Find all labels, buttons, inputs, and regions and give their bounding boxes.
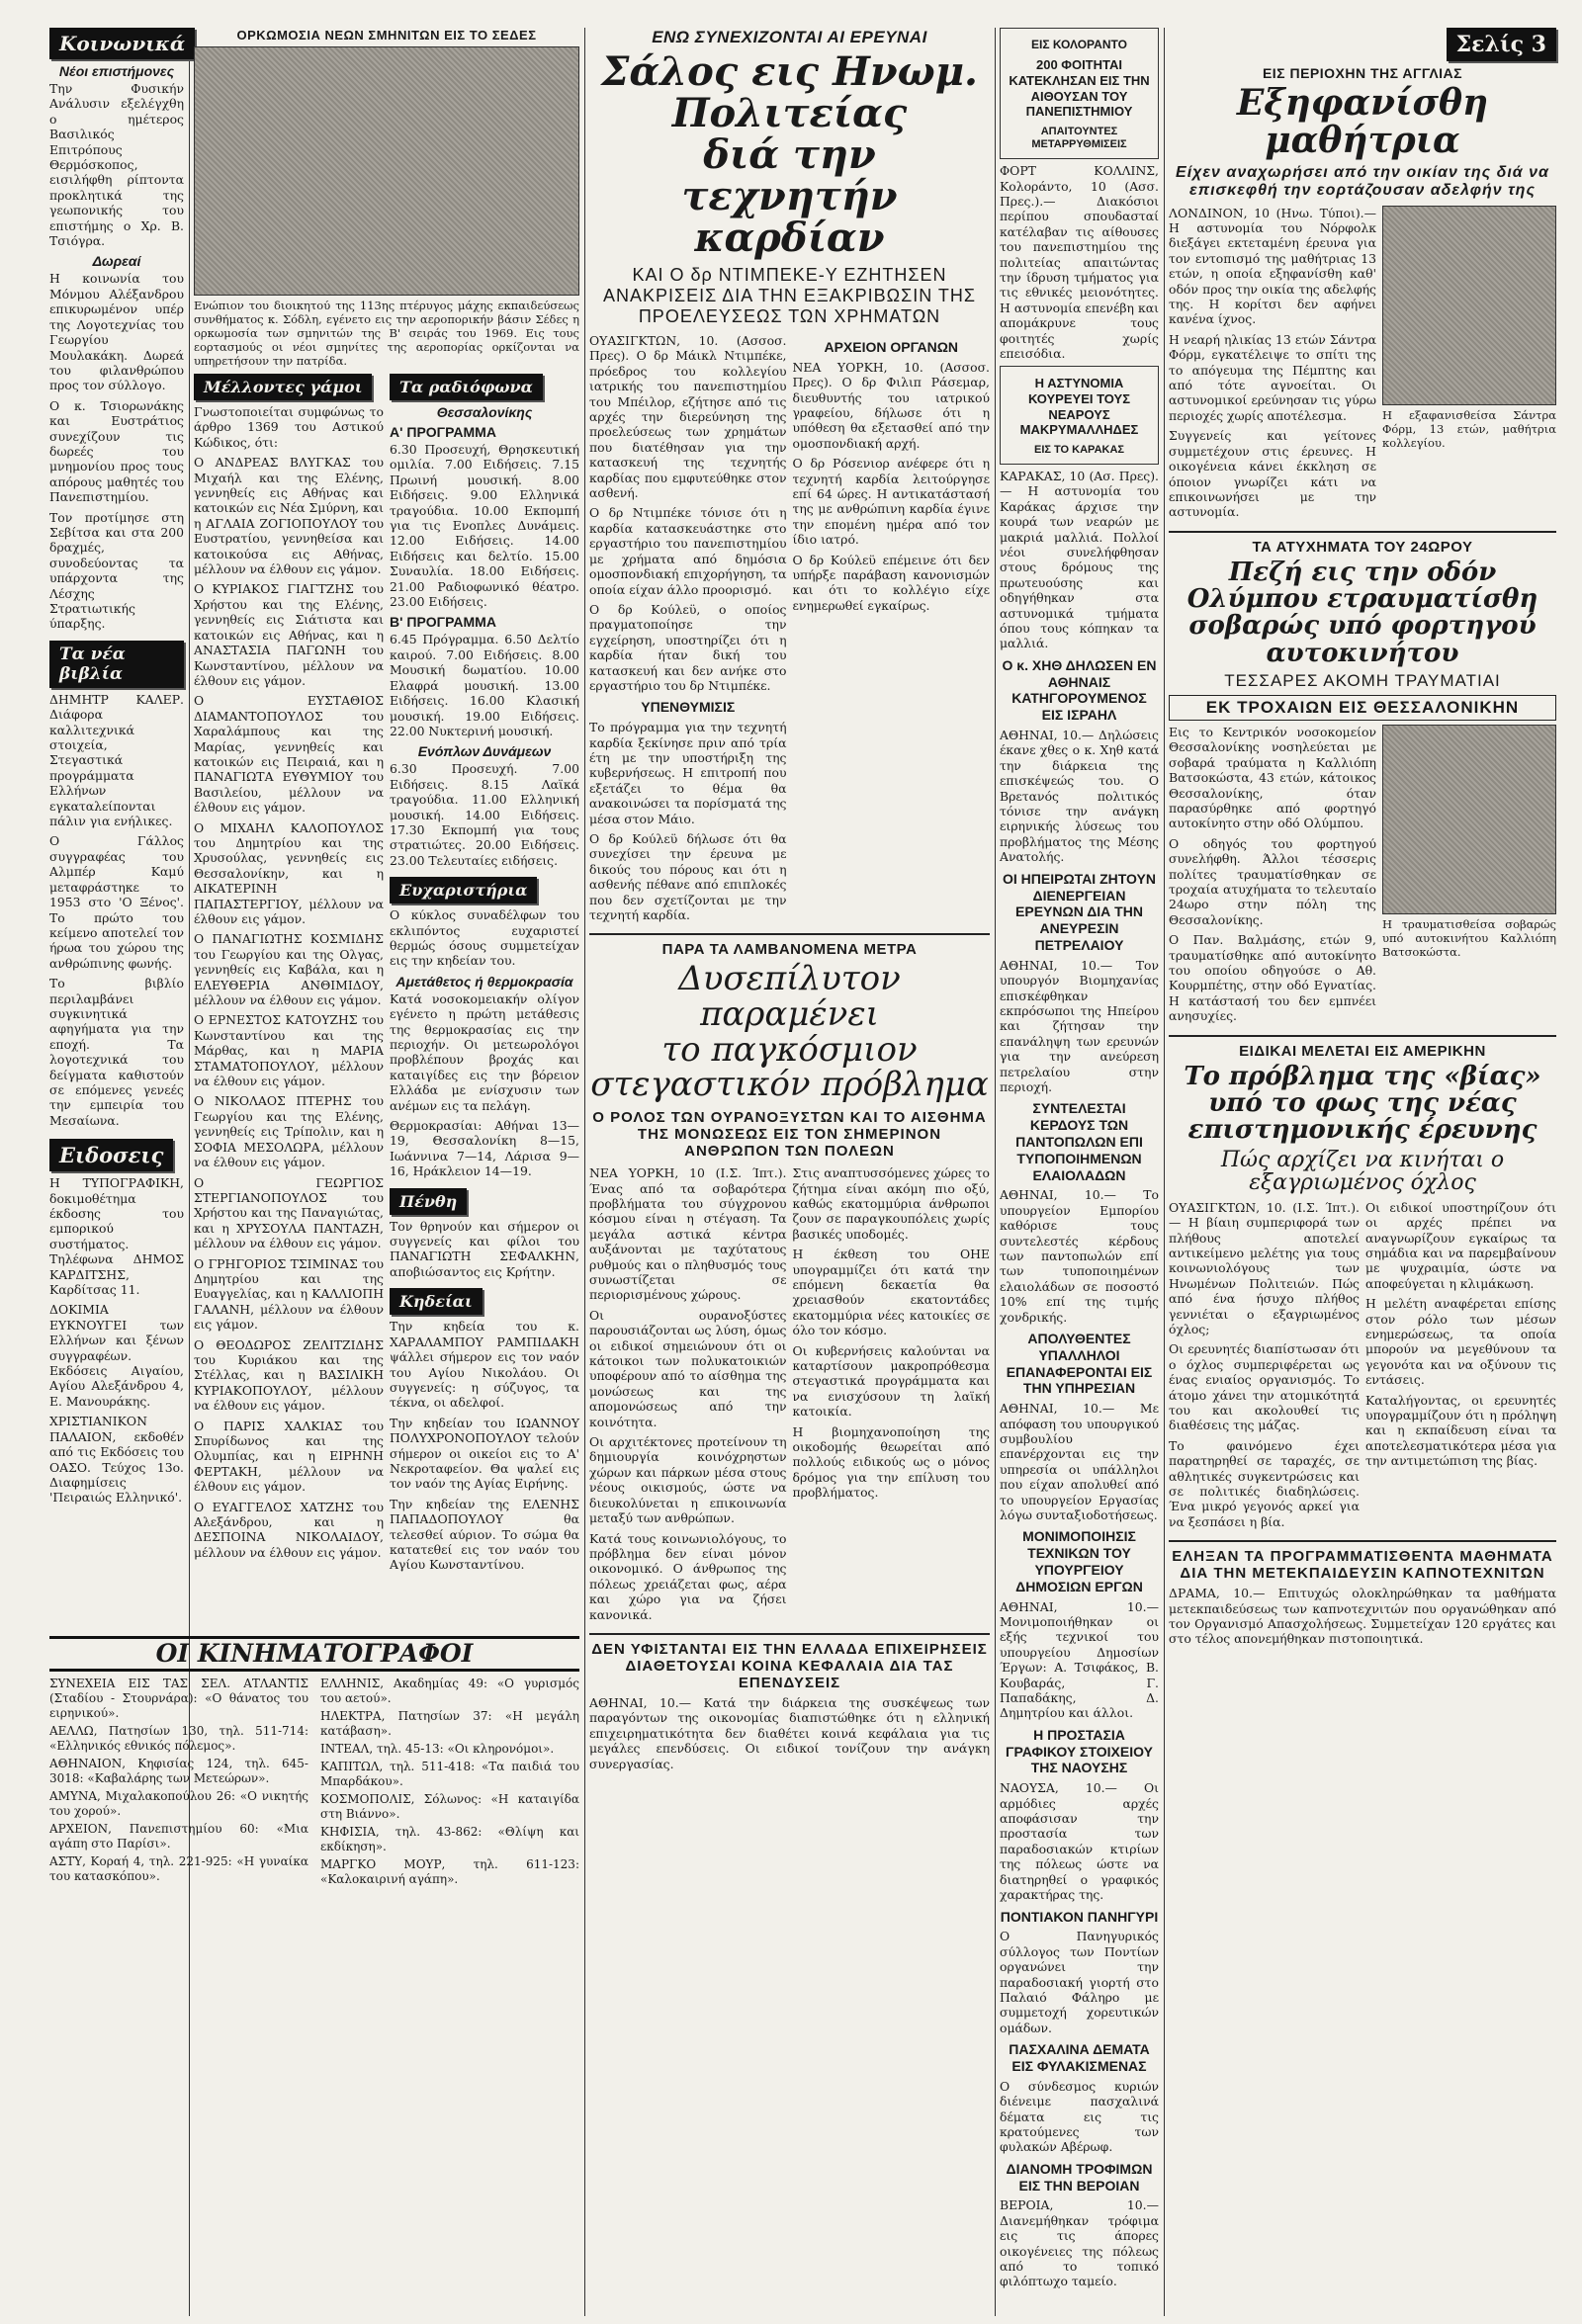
housing-title-2: το παγκόσμιον — [661, 1029, 918, 1070]
anglia-photo-block — [1382, 206, 1556, 525]
anglia-body-left — [1169, 206, 1376, 525]
euxaristiria-heading: Ευχαριστήρια — [390, 877, 537, 904]
gamos-text: Ο ΕΡΝΕΣΤΟΣ ΚΑΤΟΥΖΗΣ του Κωνσταντίνου και της Μάρθας, και η ΜΑΡΙΑ ΣΤΑΜΑΤΟΠΟΥΛΟΥ, μέλλουν να έλθουν εις γάμον. — [194, 1012, 384, 1089]
ceremony-photo — [194, 46, 579, 296]
column-5 — [1169, 28, 1556, 1652]
pontiakon-text: Ο Πανηγυρικός σύλλογος των Ποντίων οργανώνει την παραδοσιακή γιορτή στο Παλαιό Φάληρο με συμμετοχή χορευτικών ομάδων. — [1000, 1929, 1159, 2035]
dorea-text: Τον προτίμησε στη Σεβίτσα και στα 200 δραχμές, συνοδεύοντας τα υπάρχοντα της Λέσχης Στρατιωτικής ύπαρξης. — [49, 509, 184, 632]
ypenthimisi-heading: ΥΠΕΝΘΥΜΙΣΙΣ — [641, 699, 736, 716]
column-rule — [584, 28, 585, 2316]
violence-paragraph: Οι ερευνητές διαπίστωσαν ότι ο όχλος συμπεριφέρεται ως ένας ενιαίος οργανισμός. Το άτομο χάνει την ατομικότητά του και ακολουθεί τις διαθέσεις της μάζας. — [1169, 1341, 1360, 1433]
eidoseis-text: Η ΤΥΠΟΓΡΑΦΙΚΗ, δοκιμοθέτημα έκδοσης του εμπορικού συστήματος. Τηλέφωνα ΔΗΜΟΣ ΚΑΡΔΙΤΣΗΣ, Καρδίτσας 11. — [49, 1175, 184, 1298]
radio-program-heading: Α' ΠΡΟΓΡΑΜΜΑ — [390, 424, 496, 440]
housing-body — [589, 1165, 990, 1627]
cinema-row: ΕΛΛΗΝΙΣ, Ακαδημίας 49: «Ο γυρισμός του αετού». — [320, 1677, 579, 1706]
kinimatografoi-heading: ΟΙ ΚΙΝΗΜΑΤΟΓΡΑΦΟΙ — [49, 1636, 579, 1672]
page-number-row — [1169, 28, 1556, 61]
housing-kicker: ΠΑΡΑ ΤΑ ΛΑΜΒΑΝΟΜΕΝΑ ΜΕΤΡΑ — [661, 941, 918, 959]
radio-sub-thessaloniki: Θεσσαλονίκης — [436, 404, 533, 420]
naousa-title: Η ΠΡΟΣΤΑΣΙΑ ΓΡΑΦΙΚΟΥ ΣΤΟΙΧΕΙΟΥ ΤΗΣ ΝΑΟΥΣΗΣ — [1006, 1726, 1153, 1776]
dianomi-title: ΔΙΑΝΟΜΗ ΤΡΟΦΙΜΩΝ ΕΙΣ ΤΗΝ ΒΕΡΟΙΑΝ — [1006, 2160, 1153, 2194]
housing-paragraph: ΝΕΑ ΥΟΡΚΗ, 10 (Ι.Σ. Ίπτ.). Ένας από τα σοβαρότερα προβλήματα του σύγχρονου κόσμου είναι η στέγαση. Τα μεγάλα αστικά κέντρα αυξάνονται με ταχύτατους ρυθμούς και ο πληθυσμός τους συνωστίζεται σε περιορισμένους χώρους. — [589, 1165, 787, 1303]
heart-paragraph: ΟΥΑΣΙΓΚΤΩΝ, 10. (Ασσοσ. Πρες). Ο δρ Μάικλ Ντιμπέκε, πρόεδρος του κολλεγίου ιατρικής του πανεπιστημίου του Μπέιλορ, εζήτησε από τις αρχές την διερεύνηση της προελεύσεως των χρημάτων που διατέθησαν για την κατασκευή της τεχνητής καρδίας που εμφυτεύθηκε στον ασθενή. — [589, 333, 787, 501]
cinema-row: ΣΥΝΕΧΕΙΑ ΕΙΣ ΤΑΣ ΣΕΛ. ΑΤΛΑΝΤΙΣ (Σταδίου - Στουρνάρα): «Ο θάνατος του ειρηνικού». — [49, 1677, 308, 1721]
violence-paragraph: Καταλήγοντας, οι ερευνητές υπογραμμίζουν ότι η πρόληψη και η εκπαίδευση είναι τα αποτελεσματικότερα μέσα για την αντιμετώπιση της βίας. — [1365, 1392, 1556, 1469]
accidents-body — [1169, 725, 1556, 1029]
astynomia-sub: ΕΙΣ ΤΟ ΚΑΡΑΚΑΣ — [1033, 443, 1125, 456]
heart-title-2: διά την τεχνητήν καρδίαν — [681, 131, 898, 261]
apolyth-title: ΑΠΟΛΥΘΕΝΤΕΣ ΥΠΑΛΛΗΛΟΙ ΕΠΑΝΑΦΕΡΟΝΤΑΙ ΕΙΣ ΤΗΝ ΥΠΗΡΕΣΙΑΝ — [1006, 1330, 1153, 1397]
dorea-heading: Δωρεαί — [92, 253, 141, 270]
neoi-epistimones-heading: Νέοι επιστήμονες — [58, 63, 175, 79]
kideies-text: Την κηδεία του κ. ΧΑΡΑΛΑΜΠΟΥ ΡΑΜΠΙΔΑΚΗ ψάλλει σήμερον εις τον ναόν του Αγίου Νικολάου. Οι συγγενείς: η σύζυγος, τα τέκνα, οι αδελφοί. — [390, 1319, 579, 1411]
ta-nea-vivlia-heading: Τα νέα βιβλία — [49, 641, 184, 688]
naousa-text: ΝΑΟΥΣΑ, 10.— Οι αρμόδιες αρχές αποφάσισαν την προστασία των παραδοσιακών κτιρίων της πόλεως ώστε να διατηρηθεί ο γραφικός χαρακτήρας της. — [1000, 1780, 1159, 1903]
photo-title: ΟΡΚΩΜΟΣΙΑ ΝΕΩΝ ΣΜΗΝΙΤΩΝ ΕΙΣ ΤΟ ΣΕΔΕΣ — [236, 28, 537, 43]
violence-paragraph: Το φαινόμενο έχει παρατηρηθεί σε ταραχές, σε αθλητικές συγκεντρώσεις και σε πολιτικές διαδηλώσεις. Ένα μικρό γεγονός αρκεί για να ξεσπάσει η βία. — [1169, 1437, 1360, 1529]
anglia-body — [1169, 206, 1556, 525]
kolorado-box — [1000, 28, 1159, 159]
cinema-section — [49, 1636, 579, 1889]
housing-paragraph: Κατά τους κοινωνιολόγους, το πρόβλημα δεν είναι μόνον οικονομικό. Ο άνθρωπος της πόλεως χρειάζεται φως, αέρα και χώρο για να ζήσει κανονικά. — [589, 1530, 787, 1622]
koinonika-heading: Κοινωνικά — [49, 28, 195, 59]
kideies-heading: Κηδείαι — [390, 1288, 483, 1315]
cinema-row: ΗΛΕΚΤΡΑ, Πατησίων 37: «Η μεγάλη κατάβαση». — [320, 1709, 579, 1739]
syntaxeis-title: ΣΥΝΤΕΛΕΣΤΑΙ ΚΕΡΔΟΥΣ ΤΩΝ ΠΑΝΤΟΠΩΛΩΝ ΕΠΙ ΤΥΠΟΠΟΙΗΜΕΝΩΝ ΕΛΑΙΟΛΑΔΩΝ — [1015, 1100, 1143, 1183]
vivlia-text: ΔΗΜΗΤΡ ΚΑΛΕΡ. Διάφορα καλλιτεχνικά στοιχεία, Στεγαστικά προγράμματα Ελλήνων εγκαταλείπονται πάλιν για ενήλικες. — [49, 691, 184, 829]
investments-text: ΑΘΗΝΑΙ, 10.— Κατά την διάρκεια της συσκέψεως των παραγόντων της οικονομίας διαπιστώθηκε ότι η ελληνική επιχειρηματικότητα δεν διαθέτει κοινά κεφάλαια για τις μεγάλες επενδύσεις. Οι ειδικοί τονίζουν την ανάγκη συνεργασίας. — [589, 1694, 990, 1771]
pascha-text: Ο σύνδεσμος κυριών διένειμε πασχαλινά δέματα εις τις κρατούμενες των φυλακών Αβέρωφ. — [1000, 2078, 1159, 2155]
ipeiros-text: ΑΘΗΝΑΙ, 10.— Τον υπουργόν Βιομηχανίας επισκέφθηκαν εκπρόσωποι της Ηπείρου και ζήτησαν την επανάληψη των ερευνών για την ανεύρεση πετρελαίου στην περιοχή. — [1000, 957, 1159, 1094]
housing-paragraph: Η βιομηχανοποίηση της οικοδομής θεωρείται από πολλούς ειδικούς ως ο μόνος δρόμος για την επίλυση του προβλήματος. — [792, 1423, 990, 1501]
astynomia-box — [1000, 366, 1159, 465]
kolorado-sub: ΑΠΑΙΤΟΥΝΤΕΣ ΜΕΤΑΡΡΥΘΜΙΣΕΙΣ — [1031, 125, 1127, 150]
cinema-row: ΜΑΡΓΚΟ ΜΟΥΡ, τηλ. 611-123: «Καλοκαιρινή αγάπη». — [320, 1857, 579, 1887]
cinema-row: ΑΜΥΝΑ, Μιχαλακοπούλου 26: «Ο νικητής του χορού». — [49, 1789, 308, 1819]
housing-title-1: Δυσεπίλυτον παραμένει — [678, 959, 901, 1035]
heart-paragraph: Ο δρ Ντιμπέκε τόνισε ότι η καρδία κατασκευάστηκε στο εργαστήριο του πανεπιστημίου με χρήματα από δημόσια ομοσπονδιακή επιχορήγηση, τα οποία είχαν άλλο προορισμό. — [589, 505, 787, 597]
pascha-title: ΠΑΣΧΑΛΙΝΑ ΔΕΜΑΤΑ ΕΙΣ ΦΥΛΑΚΙΣΜΕΝΑΣ — [1009, 2041, 1150, 2074]
heart-body-left — [589, 333, 787, 927]
gamos-text: Ο ΕΥΣΤΑΘΙΟΣ ΔΙΑΜΑΝΤΟΠΟΥΛΟΣ του Χαραλάμπους και της Μαρίας, γεννηθείς και κατοικών εις Πειραιά, και η ΠΑΝΑΓΙΩΤΑ ΕΥΘΥΜΙΟΥ του Βασιλείου, μέλλουν να έλθουν εις γάμον. — [194, 693, 384, 816]
anglia-paragraph: ΛΟΝΔΙΝΟΝ, 10 (Ηνω. Τύποι).— Η αστυνομία του Νόρφολκ διεξάγει εκτεταμένη έρευνα για τον εντοπισμό της μαθήτριας 13 ετών, η οποία εξηφανίσθη καθ' οδόν προς την οικία της αδελφής της. Η κορίτσι δεν αφήνει κανένα ίχνος. — [1169, 205, 1376, 327]
gamos-text: Ο ΓΡΗΓΟΡΙΟΣ ΤΣΙΜΙΝΑΣ του Δημητρίου και της Ευαγγελίας, και η ΚΑΛΛΙΟΠΗ ΓΑΛΑΝΗ, μέλλουν να έλθουν εις γάμον. — [194, 1255, 384, 1333]
investments-title: ΔΕΝ ΥΦΙΣΤΑΝΤΑΙ ΕΙΣ ΤΗΝ ΕΛΛΑΔΑ ΕΠΙΧΕΙΡΗΣΕΙΣ ΔΙΑΘΕΤΟΥΣΑΙ ΚΟΙΝΑ ΚΕΦΑΛΑΙΑ ΔΙΑ ΤΑΣ ΕΠΕΝΔΥΣΕΙΣ — [591, 1640, 988, 1691]
anglia-subtitle: Είχεν αναχωρήσει από την οικίαν της διά να επισκεφθή την εορτάζουσαν αδελφήν της — [1176, 163, 1549, 199]
radio-program-text: 6.30 Προσευχή, Θρησκευτική ομιλία. 7.00 Ειδήσεις. 7.15 Πρωινή μουσική. 8.00 Ειδήσεις. 9.00 Ελληνικά τραγούδια. 10.00 Εκπομπή για τις Ενοπλες Δυνάμεις. 12.00 Ειδήσεις. 14.00 Ειδήσεις και δελτίο. 15.00 Συναυλία. 18.00 Ειδήσεις. 21.00 Ραδιοφωνικό θέατρο. 23.00 Ειδήσεις. — [390, 442, 579, 610]
accidents-paragraph: Εις το Κεντρικόν νοσοκομείον Θεσσαλονίκης νοσηλεύεται με σοβαρά τραύματα η Καλλιόπη Βατσοκώστα, 43 ετών, κάτοικος Θεσσαλονίκης, όταν παρασύρθηκε από φορτηγό αυτοκίνητο στην οδό Ολύμπου. — [1169, 724, 1376, 831]
girl-caption: Η εξαφανισθείσα Σάντρα Φόρμ, 13 ετών, μαθήτρια κολλεγίου. — [1382, 407, 1556, 450]
anglia-kicker: ΕΙΣ ΠΕΡΙΟΧΗΝ ΤΗΣ ΑΓΓΛΙΑΣ — [1262, 65, 1463, 81]
column-2-split — [194, 374, 579, 1578]
section-divider — [1169, 1540, 1556, 1542]
dilosi-title: Ο κ. ΧΗΘ ΔΗΛΩΣΕΝ ΕΝ ΑΘΗΝΑΙΣ ΚΑΤΗΓΟΡΟΥΜΕΝΟΣ ΕΙΣ ΙΣΡΑΗΛ — [1002, 656, 1157, 724]
accidents-photo-block — [1382, 725, 1556, 1029]
column-4 — [1000, 28, 1159, 2294]
anglia-paragraph: Συγγενείς και γείτονες συμμετέχουν στις έρευνες. Η οικογένεια κάνει έκκληση σε όποιον γνωρίζει κάτι να επικοινωνήσει με την αστυνομία. — [1169, 428, 1376, 520]
column-2b — [390, 374, 579, 1578]
gamos-text: Ο ΓΕΩΡΓΙΟΣ ΣΤΕΡΓΙΑΝΟΠΟΥΛΟΣ του Χρήστου και της Παναγιώτας, και η ΧΡΥΣΟΥΛΑ ΠΑΝΤΑΖΗ, μέλλουν να έλθουν εις γάμον. — [194, 1174, 384, 1251]
gamos-text: Γνωστοποιείται συμφώνως το άρθρο 1369 του Αστικού Κώδικος, ότι: — [194, 404, 384, 450]
column-2 — [194, 28, 579, 1578]
dilosi-text: ΑΘΗΝΑΙ, 10.— Δηλώσεις έκανε χθες ο κ. Χηθ κατά την διάρκεια της επισκέψεώς του. Ο Βρετανός πολιτικός τόνισε την ανάγκη ειρηνικής λύσεως του προβλήματος της Μέσης Ανατολής. — [1000, 728, 1159, 865]
temperatures-text: Θερμοκρασίαι: Αθήναι 13—19, Θεσσαλονίκη 8—15, Ιωάννινα 7—14, Λάρισα 9—16, Ηράκλειον 14—19. — [390, 1118, 579, 1179]
penthi-text: Τον θρηνούν και σήμερον οι συγγενείς και φίλοι του ΠΑΝΑΓΙΩΤΗ ΣΕΦΑΛΚΗΝ, αποβιώσαντος εις Κρήτην. — [390, 1218, 579, 1279]
housing-title-3: στεγαστικόν πρόβλημα — [590, 1065, 989, 1105]
heart-paragraph: Ο δρ Κούλεϋ, ο οποίος πραγματοποίησε την εγχείρηση, υποστηρίζει ότι η καρδία ήταν δική του κατασκευή και δεν ανήκε στο εργαστήριο του δρ Ντιμπέκε. — [589, 601, 787, 693]
heart-paragraph: Ο δρ Κούλεϋ επέμεινε ότι δεν υπήρξε παράβαση κανονισμών και ότι το κολλέγιο είχε ενημερωθεί εγκαίρως. — [792, 552, 990, 613]
heart-paragraph: Το πρόγραμμα για την τεχνητή καρδία ξεκίνησε πριν από τρία έτη με την υποστήριξη της κυβερνήσεως. Η επιτροπή που εξετάζει το θέμα θα ανακοινώσει τα πορίσματά της μέσα στον Μάιο. — [589, 720, 787, 826]
heart-title-1: Σάλος εις Ηνωμ. Πολιτείας — [601, 48, 978, 136]
violence-body-left — [1169, 1200, 1360, 1535]
accidents-body-left — [1169, 725, 1376, 1029]
radio-program-heading: Β' ΠΡΟΓΡΑΜΜΑ — [390, 614, 496, 631]
kapnos-title: ΕΛΗΞΑΝ ΤΑ ΠΡΟΓΡΑΜΜΑΤΙΣΘΕΝΤΑ ΜΑΘΗΜΑΤΑ ΔΙΑ ΤΗΝ ΜΕΤΕΚΠΑΙΔΕΥΣΙΝ ΚΑΠΝΟΤΕΧΝΙΤΩΝ — [1172, 1548, 1553, 1583]
heart-kicker: ΕΝΩ ΣΥΝΕΧΙΖΟΝΤΑΙ ΑΙ ΕΡΕΥΝΑΙ — [652, 28, 927, 46]
heart-paragraph: Ο δρ Κούλεϋ δήλωσε ότι θα συνεχίσει την έρευνα με δικούς του πόρους και ότι η ασθενής πέθανε από επιπλοκές που δεν σχετίζονται με την τεχνητή καρδία. — [589, 830, 787, 923]
monimopoiisi-text: ΑΘΗΝΑΙ, 10.— Μονιμοποιήθηκαν οι εξής τεχνικοί του υπουργείου Δημοσίων Έργων: Α. Τσιφάκος, Β. Κουβαράς, Γ. Παπαδάκης, Δ. Δημητρίου και άλλοι. — [1000, 1598, 1159, 1721]
column-rule — [1164, 28, 1165, 2316]
column-rule — [995, 28, 996, 2316]
housing-body-right — [793, 1165, 991, 1627]
cinema-row: ΑΘΗΝΑΙΟΝ, Κηφισίας 124, τηλ. 645-3018: «Καβαλάρης των Μετεώρων». — [49, 1757, 308, 1786]
housing-body-left — [589, 1165, 787, 1627]
radio-program-text: 6.30 Προσευχή. 7.00 Ειδήσεις. 8.15 Λαϊκά τραγούδια. 11.00 Ελληνική μουσική. 14.00 Ειδήσεις. 17.30 Εκπομπή για τους στρατιώτες. 20.00 Ειδήσεις. 23.00 Τελευταίες ειδήσεις. — [390, 761, 579, 868]
heart-paragraph: ΝΕΑ ΥΟΡΚΗ, 10. (Ασσοσ. Πρες). Ο δρ Φιλιπ Ράσεμαρ, διευθυντής του ιατρικού γραφείου, δήλωσε ότι η υπόθεση θα εξετασθεί από την ομοσπονδιακή αρχή. — [792, 359, 990, 451]
kideies-text: Την κηδείαν του ΙΩΑΝΝΟΥ ΠΟΛΥΧΡΟΝΟΠΟΥΛΟΥ τελούν σήμερον οι οικείοι εις το Α' Νεκροταφείον. Θα ψαλεί εις τον ναόν της Αγίας Ειρήνης. — [390, 1415, 579, 1492]
kapnos-text: ΔΡΑΜΑ, 10.— Επιτυχώς ολοκληρώθηκαν τα μαθήματα μετεκπαιδεύσεως των καπνοτεχνιτών που οργανώθηκαν από τον Οργανισμό Απασχολήσεως. Συμμετείχαν 120 εργάτες και στο τέλος απονεμήθηκαν πιστοποιητικά. — [1169, 1586, 1556, 1647]
heart-paragraph: Ο δρ Ρόσενιορ ανέφερε ότι η τεχνητή καρδία λειτούργησε επί 64 ώρες. Η αντικατάστασή της με ανθρώπινη καρδία έγινε την επομένη ημέρα από τον ίδιο ιατρό. — [792, 456, 990, 548]
cinema-row: ΑΡΧΕΙΟΝ, Πανεπιστημίου 60: «Μια αγάπη στο Παρίσι». — [49, 1822, 308, 1851]
radio-sub-enoplon: Ενόπλων Δυνάμεων — [417, 743, 552, 760]
accidents-paragraph: Ο οδηγός του φορτηγού συνελήφθη. Άλλοι τέσσερις πολίτες τραυματίσθηκαν σε τροχαία ατυχήματα το τελευταίο 24ωρο στην πόλη της Θεσσαλονίκης. — [1169, 835, 1376, 927]
ta-radiofona-heading: Τα ραδιόφωνα — [390, 374, 543, 400]
cinema-row: ΚΟΣΜΟΠΟΛΙΣ, Σόλωνος: «Η καταιγίδα στη Βιάννο». — [320, 1792, 579, 1822]
gamos-text: Ο ΘΕΟΔΩΡΟΣ ΖΕΛΙΤΖΙΔΗΣ του Κυριάκου και της Στέλλας, και η ΒΑΣΙΛΙΚΗ ΚΥΡΙΑΚΟΠΟΥΛΟΥ, μέλλουν να έλθουν εις γάμον. — [194, 1336, 384, 1414]
astynomia-title: Η ΑΣΤΥΝΟΜΙΑ ΚΟΥΡΕΥΕΙ ΤΟΥΣ ΝΕΑΡΟΥΣ ΜΑΚΡΥΜΑΛΛΗΔΕΣ — [1019, 376, 1139, 438]
gamos-text: Ο ΚΥΡΙΑΚΟΣ ΓΙΑΓΤΖΗΣ του Χρήστου και της Ελένης, γεννηθείς εις Σιάτιστα και κατοικών εις Αθήνας, και η ΑΝΑΣΤΑΣΙΑ ΠΑΓΩΝΗ του Κωνσταντίνου, μέλλουν να έλθουν εις γάμον. — [194, 581, 384, 688]
ceremony-caption: Ενώπιον του διοικητού της 113ης πτέρυγος μάχης εκπαιδεύσεως συνθήματος κ. Σόδλη, εγένετο εις την αεροπορικήν βάσιν Σέδες η ορκωμοσία των σμηνιτών της Β' σειράς του 1969. Εις τους εορτασμούς οι νέοι σμηνίτες της αεροπορίας ορκίζονται να υπηρετήσουν την πατρίδα. — [194, 299, 579, 368]
vivlia-text: Ο Γάλλος συγγραφέας του Αλμπέρ Καμύ μεταφράστηκε το 1953 στο 'Ο Ξένος'. Το πρώτο του κείμενο αποτελεί τον ήρωα του χώρου της ανθρώπινης φωνής. — [49, 833, 184, 971]
heart-body — [589, 333, 990, 927]
kolorado-kicker: ΕΙΣ ΚΟΛΟΡΑΝΤΟ — [1031, 38, 1127, 51]
violence-paragraph: ΟΥΑΣΙΓΚΤΩΝ, 10. (Ι.Σ. Ίπτ.).— Η βίαιη συμπεριφορά των πλήθους αποτελεί αντικείμενο μελέτης για τους κοινωνιολόγους των Ηνωμένων Πολιτειών. Πώς από ένα ήσυχο πλήθος γεννιέται ο εξαγριωμένος όχλος; — [1169, 1199, 1360, 1336]
pontiakon-title: ΠΟΝΤΙΑΚΟΝ ΠΑΝΗΓΥΡΙ — [1000, 1908, 1159, 1925]
violence-sub: Πώς αρχίζει να κινήται ο εξαγριωμένος όχλος — [1220, 1147, 1505, 1195]
thermokrasia-heading: Αμετάθετος ή θερμοκρασία — [396, 973, 573, 990]
anglia-paragraph: Η νεαρή ηλικίας 13 ετών Σάντρα Φόρμ, εγκατέλειψε το σπίτι της το απόγευμα της Πέμπτης και από τότε αγνοείται. Οι αστυνομικοί ερεύνησαν τις γύρω περιοχές χωρίς αποτέλεσμα. — [1169, 331, 1376, 423]
violence-paragraph: Η μελέτη αναφέρεται επίσης στον ρόλο των μέσων ενημερώσεως, τα οποία μπορούν να μεγεθύνουν τα γεγονότα και να οξύνουν τις εντάσεις. — [1365, 1296, 1556, 1388]
cinema-row: ΚΗΦΙΣΙΑ, τηλ. 43-862: «Θλίψη και εκδίκηση». — [320, 1825, 579, 1854]
heart-body-right — [793, 333, 991, 927]
anglia-title: Εξηφανίσθη μαθήτρια — [1236, 82, 1489, 161]
section-divider — [1169, 531, 1556, 533]
syntaxeis-text: ΑΘΗΝΑΙ, 10.— Το υπουργείον Εμπορίου καθόρισε τους συντελεστές κέρδους των παντοπωλών επί των τυποποιημένων ελαιολάδων σε ποσοστό 10% επί της τιμής χονδρικής. — [1000, 1187, 1159, 1325]
euxaristiria-text: Ο κύκλος συναδέλφων του εκλιπόντος ευχαριστεί θερμώς όσους συμμετείχαν εις την κηδείαν του. — [390, 907, 579, 969]
arxeion-heading: ΑΡΧΕΙΟΝ ΟΡΓΑΝΩΝ — [824, 339, 959, 355]
accidents-sub-2: ΕΚ ΤΡΟΧΑΙΩΝ ΕΙΣ ΘΕΣΣΑΛΟΝΙΚΗΝ — [1169, 695, 1556, 721]
accidents-paragraph: Ο Παν. Βαλμάσης, ετών 9, τραυματίσθηκε από αυτοκίνητο του οποίου οδηγούσε ο Αθ. Κουρμπέτης, στην οδό Εγνατίας. Η κατάστασή του δεν εμπνέει ανησυχίες. — [1169, 932, 1376, 1024]
accidents-title: Πεζή εις την οδόν Ολύμπου ετραυματίσθη σοβαρώς υπό φορτηγού αυτοκινήτου — [1186, 557, 1538, 668]
gamos-text: Ο ΜΙΧΑΗΛ ΚΑΛΟΠΟΥΛΟΣ του Δημητρίου και της Χρυσούλας, γεννηθείς εις Θεσσαλονίκην, και η ΑΙΚΑΤΕΡΙΝΗ ΠΑΠΑΣΤΕΡΓΙΟΥ, μέλλουν να έλθουν εις γάμον. — [194, 819, 384, 926]
victim-photo — [1382, 725, 1556, 914]
section-divider — [589, 933, 990, 935]
gamos-text: Ο ΝΙΚΟΛΑΟΣ ΠΤΕΡΗΣ του Γεωργίου και της Ελένης, γεννηθείς εις Τρίπολιν, και η ΣΟΦΙΑ ΜΕΣΟΛΩΡΑ, μέλλουν να έλθουν εις γάμον. — [194, 1093, 384, 1170]
section-divider — [589, 1633, 990, 1635]
mellontes-gamoi-heading: Μέλλοντες γάμοι — [194, 374, 372, 400]
astynomia-text: ΚΑΡΑΚΑΣ, 10 (Ασ. Πρες).— Η αστυνομία του Καράκας άρχισε την κουρά των νεαρών με μακριά μαλλιά. Πολλοί νέοι συνελήφθησαν στους δρόμους της πρωτευούσης και οδηγήθηκαν στα αστυνομικά τμήματα όπου τους κόπηκαν τα μαλλιά. — [1000, 468, 1159, 651]
housing-paragraph: Η έκθεση του ΟΗΕ υπογραμμίζει ότι κατά την επόμενη δεκαετία θα χρειασθούν εκατοντάδες εκατομμύρια νέες κατοικίες σε όλο τον κόσμο. — [792, 1247, 990, 1338]
eidoseis-heading: Ειδοσεις — [49, 1139, 173, 1171]
violence-title: Το πρόβλημα της «βίας» υπό το φως της νέας επιστημονικής έρευνης — [1184, 1061, 1541, 1146]
violence-body — [1169, 1200, 1556, 1535]
monimopoiisi-title: ΜΟΝΙΜΟΠΟΙΗΣΙΣ ΤΕΧΝΙΚΩΝ ΤΟΥ ΥΠΟΥΡΓΕΙΟΥ ΔΗΜΟΣΙΩΝ ΕΡΓΩΝ — [1015, 1528, 1143, 1594]
ipeiros-title: ΟΙ ΗΠΕΙΡΩΤΑΙ ΖΗΤΟΥΝ ΔΙΕΝΕΡΓΕΙΑΝ ΕΡΕΥΝΩΝ ΔΙΑ ΤΗΝ ΑΝΕΥΡΕΣΙΝ ΠΕΤΡΕΛΑΙΟΥ — [1003, 870, 1156, 953]
kolorado-text: ΦΟΡΤ ΚΟΛΛΙΝΣ, Κολοράντο, 10 (Ασσ. Πρες.).— Διακόσιοι περίπου σπουδασταί κατέλαβαν τις αίθουσες του πανεπιστημίου της πολιτείας απαιτώντας την ίδρυση τμήματος για τις εθνικές μειονότητες. Η αστυνομία επενέβη και απομάκρυνε τους φοιτητές χωρίς επεισόδια. — [1000, 163, 1159, 362]
thermokrasia-text: Κατά νοσοκομειακήν ολίγον εγένετο η πρώτη μετάθεσις της θερμοκρασίας εις την περιοχήν. Οι μετεωρολόγοι προβλέπουν βροχάς και καταιγίδες εις την βόρειον Ελλάδα με ενίσχυσιν των ανέμων εις τα πελάγη. — [390, 990, 579, 1113]
dianomi-text: ΒΕΡΟΙΑ, 10.— Διανεμήθηκαν τρόφιμα εις τις άπορες οικογένειες της πόλεως από το τοπικό φιλόπτωχο ταμείο. — [1000, 2197, 1159, 2289]
column-rule — [189, 28, 190, 2316]
apolyth-text: ΑΘΗΝΑΙ, 10.— Με απόφαση του υπουργικού συμβουλίου επανέρχονται εις την υπηρεσία οι υπάλληλοι που είχαν απολυθεί από το υπουργείον Εργασίας λόγω συνταξιοδοτήσεως. — [1000, 1401, 1159, 1523]
housing-paragraph: Οι ουρανοξύστες παρουσιάζονται ως λύση, όμως οι ειδικοί σημειώνουν ότι οι κάτοικοι των πολυκατοικιών υποφέρουν από το αίσθημα της μονώσεως και της απομονώσεως από την κοινότητα. — [589, 1307, 787, 1429]
vivlia-text: Το βιβλίο περιλαμβάνει συγκινητικά αφηγήματα για την εποχή. Τα λογοτεχνικά του δείγματα καθιστούν σε επόμενες γενεές την εμπειρία του Μεσαίωνα. — [49, 976, 184, 1128]
eidoseis-text: ΧΡΙΣΤΙΑΝΙΚΟΝ ΠΑΛΑΙΟΝ, εκδοθέν από τις Εκδόσεις του ΟΑΣΟ. Τεύχος 13ο. Διαφημίσεις 'Πειραιώς Ελληνικό'. — [49, 1414, 184, 1506]
cinema-row: ΑΕΛΛΩ, Πατησίων 130, τηλ. 511-714: «Ελληνικός εθνικός πόλεμος». — [49, 1724, 308, 1754]
radio-program-text: 6.45 Πρόγραμμα. 6.50 Δελτίο καιρού. 7.00 Ειδήσεις. 8.00 Μουσική δωματίου. 10.00 Ελαφρά μουσική. 13.00 Ειδήσεις. 16.00 Κλασική μουσική. 19.00 Ειδήσεις. 22.00 Νυκτερινή μουσική. — [390, 632, 579, 738]
column-1 — [49, 28, 184, 1510]
violence-body-right — [1365, 1200, 1556, 1535]
kideies-text: Την κηδείαν της ΕΛΕΝΗΣ ΠΑΠΑΔΟΠΟΥΛΟΥ θα τελεσθεί αύριον. Το σώμα θα κατατεθεί εις τον ναόν του Αγίου Κωνσταντίνου. — [390, 1496, 579, 1573]
dorea-text: Ο κ. Τσιορωνάκης και Ευστράτιος συνεχίζουν τις δωρεές του μνημονίου προς τους απόρους μαθητές του Πανεπιστημίου. — [49, 397, 184, 505]
gamos-text: Ο ΠΑΝΑΓΙΩΤΗΣ ΚΟΣΜΙΔΗΣ του Γεωργίου και της Ολγας, γεννηθείς εις Καβάλα, και η ΕΛΕΥΘΕΡΙΑ ΑΝΘΙΜΙΔΟΥ, μέλλουν να έλθουν εις γάμον. — [194, 931, 384, 1008]
gamos-text: Ο ΑΝΔΡΕΑΣ ΒΛΥΓΚΑΣ του Μιχαήλ και της Ελένης, γεννηθείς εις Αθήνας και κατοικών εις Νέα Σμύρνη, και η ΑΓΛΑΙΑ ΖΟΓΙΟΠΟΥΛΟΥ του Ευστρατίου, γεννηθείσα και κατοικούσα εις Αθήνας, μέλλουν να έλθουν εις γάμον. — [194, 455, 384, 577]
housing-paragraph: Οι κυβερνήσεις καλούνται να καταρτίσουν μακροπρόθεσμα στεγαστικά προγράμματα και να ενισχύσουν τη λαϊκή κατοικία. — [792, 1342, 990, 1420]
cinema-row: ΚΑΠΙΤΩΛ, τηλ. 511-418: «Τα παιδιά του Μπαρδάκου». — [320, 1760, 579, 1789]
cinema-row: ΑΣΤΥ, Κοραή 4, τηλ. 221-925: «Η γυναίκα του κατασκόπου». — [49, 1854, 308, 1884]
heart-subtitle: ΚΑΙ Ο δρ ΝΤΙΜΠΕΚΕ-Υ ΕΖΗΤΗΣΕΝ ΑΝΑΚΡΙΣΕΙΣ ΔΙΑ ΤΗΝ ΕΞΑΚΡΙΒΩΣΙΝ ΤΗΣ ΠΡΟΕΛΕΥΣΕΩΣ ΤΩΝ ΧΡΗΜΑΤΩΝ — [602, 265, 977, 326]
eidoseis-text: ΔΟΚΙΜΙΑ ΕΥΚΝΟΥΓΕΙ των Ελλήνων και ξένων συγγραφέων. Εκδόσεις Αιγαίου, Αγίου Αλεξάνδρου 4, Ε. Μανουράκης. — [49, 1302, 184, 1409]
dorea-text: Η κοινωνία του Μόνμου Αλέξανδρου επικυρωμένον υπέρ της Λογοτεχνίας του Γεωργίου Μουλακάκη. Δωρεά του φιλανθρώπου προς τον σύλλογο. — [49, 271, 184, 393]
girl-photo — [1382, 206, 1556, 405]
cinema-row: ΙΝΤΕΑΛ, τηλ. 45-13: «Οι κληρονόμοι». — [320, 1742, 555, 1757]
section-divider — [1169, 1035, 1556, 1037]
kolorado-title: 200 ΦΟΙΤΗΤΑΙ ΚΑΤΕΚΛΗΣΑΝ ΕΙΣ ΤΗΝ ΑΙΘΟΥΣΑΝ ΤΟΥ ΠΑΝΕΠΙΣΤΗΜΙΟΥ — [1009, 57, 1150, 120]
violence-paragraph: Οι ειδικοί υποστηρίζουν ότι οι αρχές πρέπει να αναγνωρίζουν εγκαίρως τα σημάδια και να παρεμβαίνουν με ψυχραιμία, ώστε να αποφεύγεται η κλιμάκωση. — [1365, 1199, 1556, 1291]
victim-caption: Η τραυματισθείσα σοβαρώς υπό αυτοκινήτου Καλλιόπη Βατσοκώστα. — [1382, 916, 1556, 959]
violence-kicker: ΕΙΔΙΚΑΙ ΜΕΛΕΤΑΙ ΕΙΣ ΑΜΕΡΙΚΗΝ — [1239, 1042, 1486, 1060]
neoi-epistimones-text: Την Φυσικήν Ανάλυσιν εξελέγχθη ο ημέτερος Βασιλικός Επιτρόπους Θερμόσκοπος, εισιλήφθη ρίπτοντα προκλητικά της γεωπονικής του επιστήμης ο Χρ. Β. Τσιόγρα. — [49, 81, 184, 249]
housing-paragraph: Στις αναπτυσσόμενες χώρες το ζήτημα είναι ακόμη πιο οξύ, καθώς εκατομμύρια άνθρωποι ζουν σε παραγκουπόλεις χωρίς βασικές υποδομές. — [792, 1165, 990, 1242]
page-number: Σελίς 3 — [1447, 28, 1556, 61]
cinema-list — [49, 1677, 579, 1889]
penthi-heading: Πένθη — [390, 1188, 467, 1215]
gamos-text: Ο ΠΑΡΙΣ ΧΑΛΚΙΑΣ του Σπυρίδωνος και της Ολυμπίας, και η ΕΙΡΗΝΗ ΦΕΡΤΑΚΗ, μέλλουν να έλθουν εις γάμον. — [194, 1418, 384, 1495]
column-3 — [589, 28, 990, 1776]
column-2a — [194, 374, 384, 1578]
housing-paragraph: Οι αρχιτέκτονες προτείνουν τη δημιουργία κοινόχρηστων χώρων και πάρκων μέσα στους νέους οικισμούς, ώστε να διευκολύνεται η επικοινωνία μεταξύ των ανθρώπων. — [589, 1434, 787, 1526]
housing-subtitle: Ο ΡΟΛΟΣ ΤΩΝ ΟΥΡΑΝΟΞΥΣΤΩΝ ΚΑΙ ΤΟ ΑΙΣΘΗΜΑ ΤΗΣ ΜΟΝΩΣΕΩΣ ΕΙΣ ΤΟΝ ΣΗΜΕΡΙΝΟΝ ΑΝΘΡΩΠΟΝ ΤΩΝ ΠΟΛΕΩΝ — [592, 1109, 987, 1161]
accidents-kicker: ΤΑ ΑΤΥΧΗΜΑΤΑ ΤΟΥ 24ΩΡΟΥ — [1252, 538, 1473, 556]
accidents-sub-1: ΤΕΣΣΑΡΕΣ ΑΚΟΜΗ ΤΡΑΥΜΑΤΙΑΙ — [1224, 670, 1501, 690]
gamos-text: Ο ΕΥΑΓΓΕΛΟΣ ΧΑΤΖΗΣ του Αλεξάνδρου, και η ΔΕΣΠΟΙΝΑ ΝΙΚΟΛΑΙΔΟΥ, μέλλουν να έλθουν εις γάμον. — [194, 1499, 384, 1560]
